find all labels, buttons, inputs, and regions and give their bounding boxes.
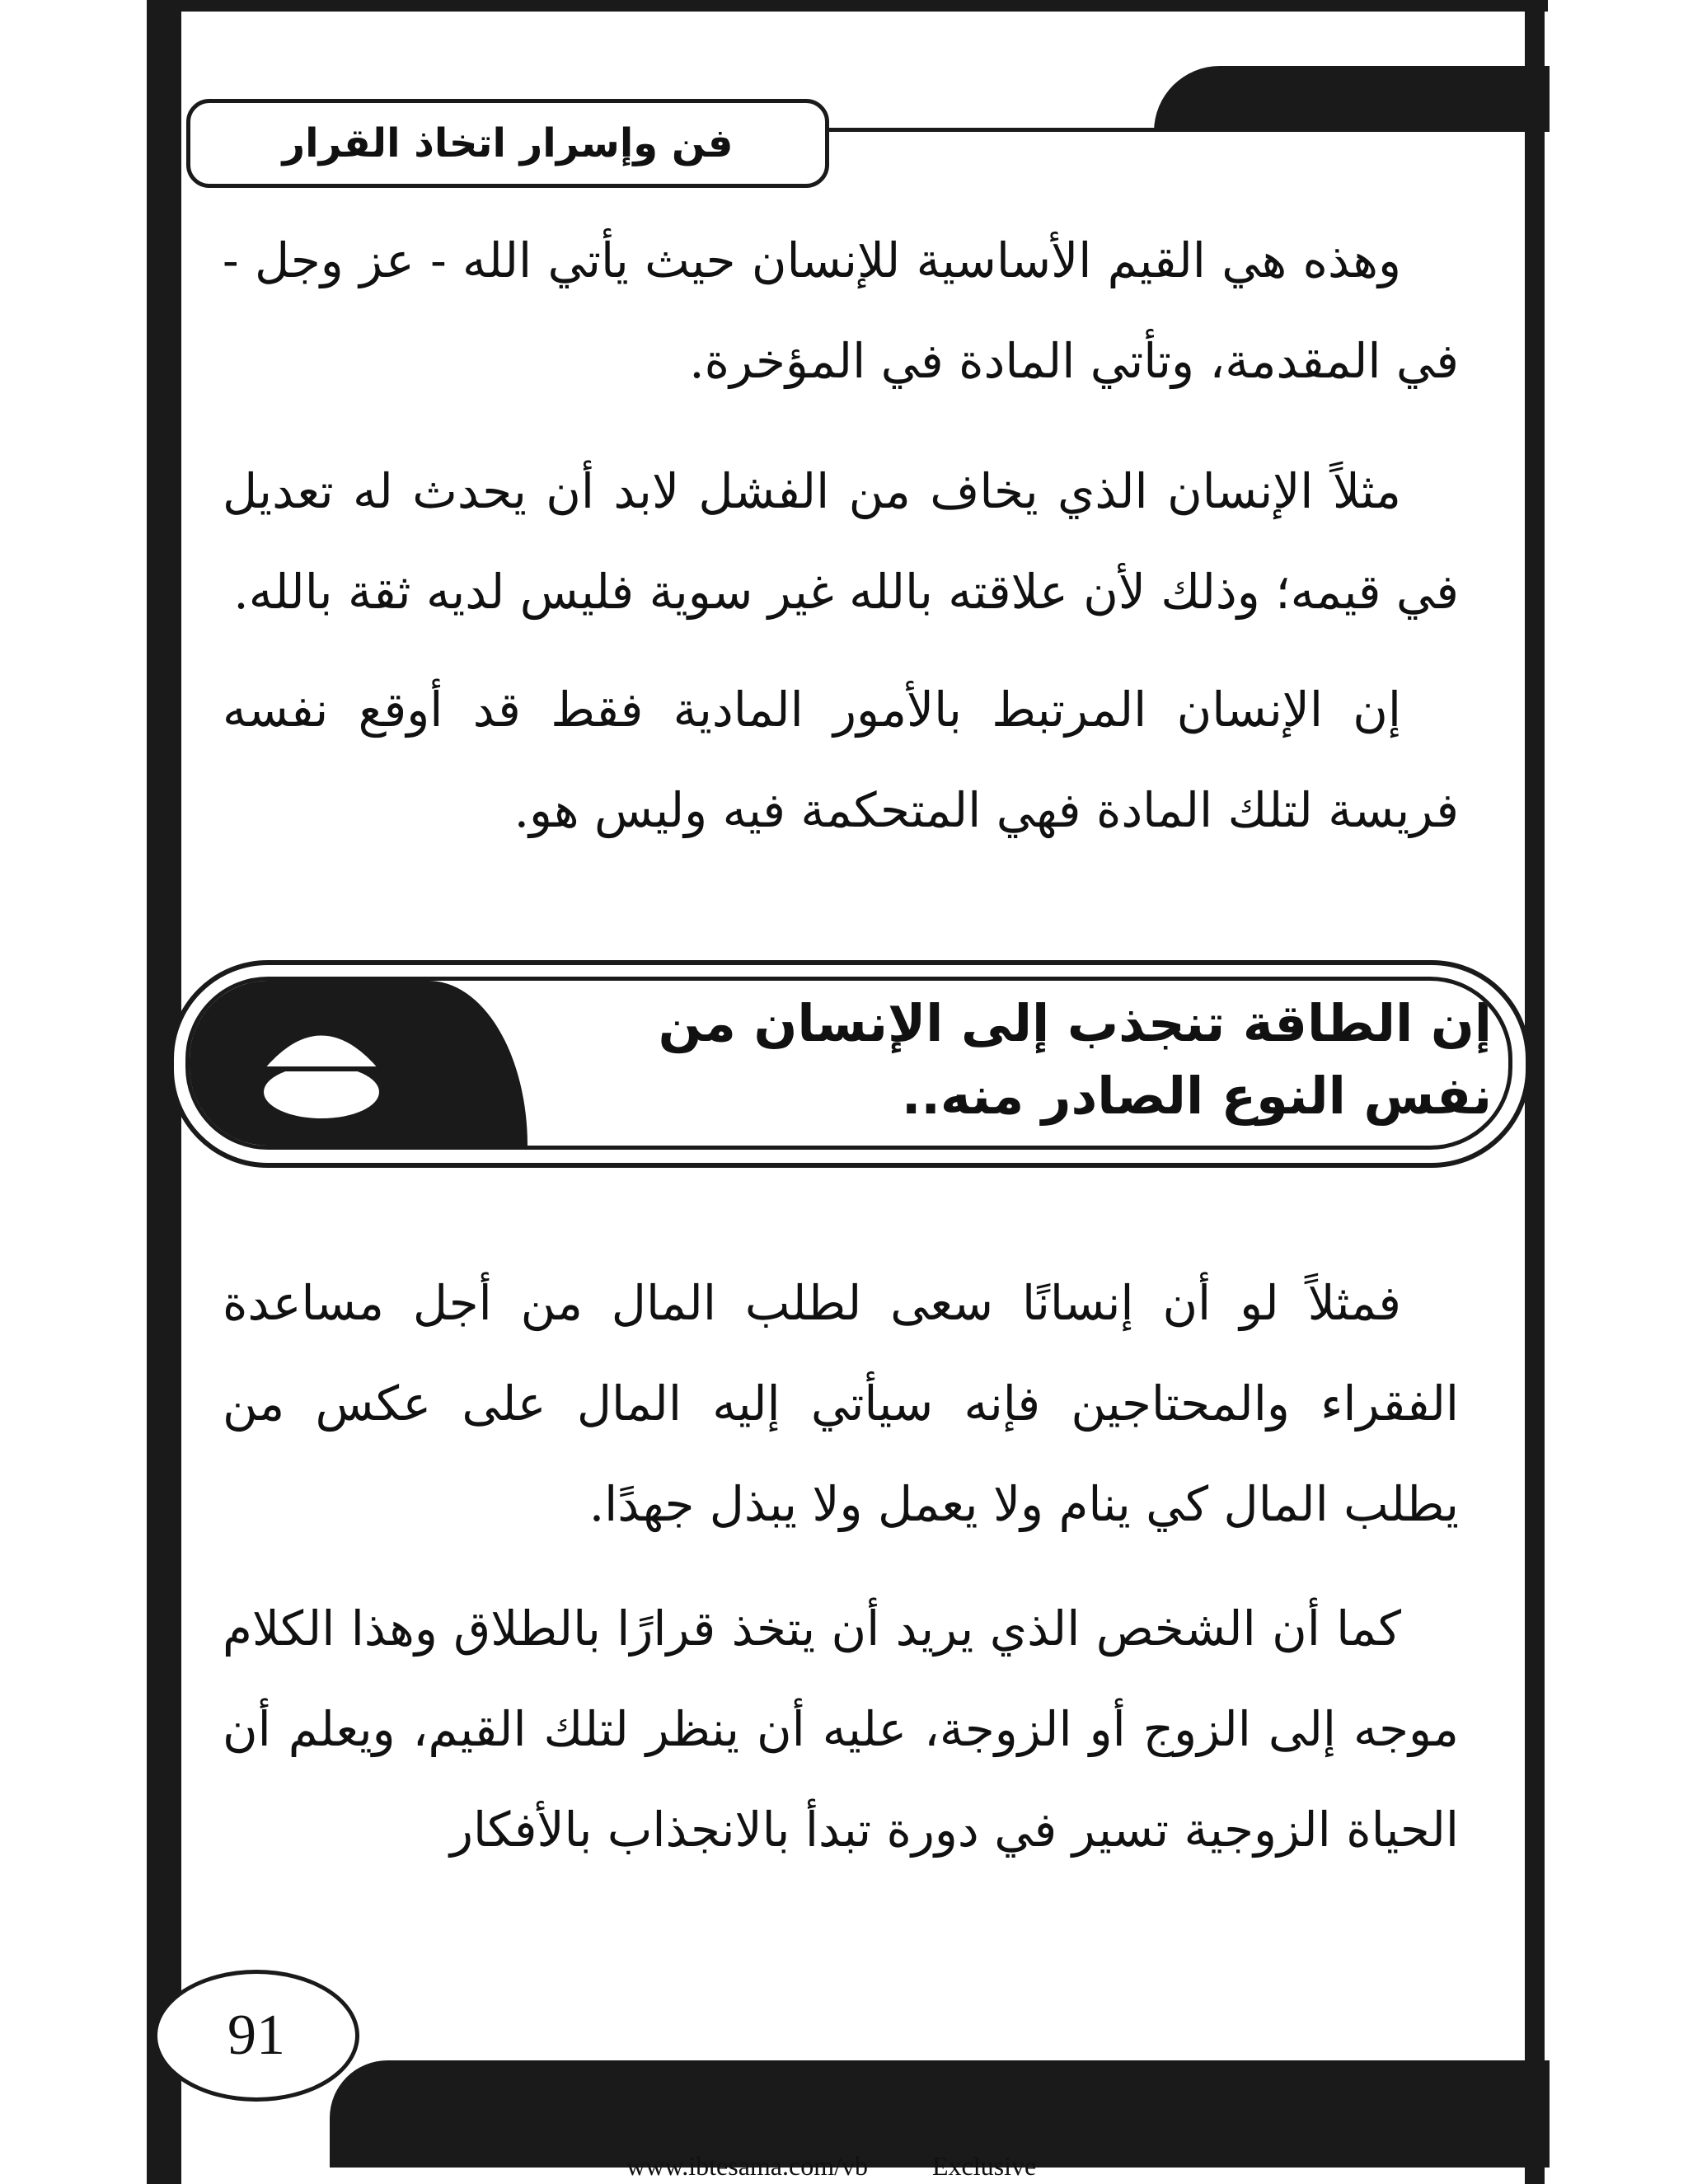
footer (626, 2151, 1094, 2182)
running-header (186, 99, 829, 188)
paragraph-3 (223, 659, 1459, 860)
header-rule (820, 128, 1529, 132)
footer-label: Exclusive (931, 2151, 1037, 2181)
paragraph-1 (223, 210, 1459, 411)
header-decoration (1154, 66, 1550, 132)
book-title: فن وإسرار اتخاذ القرار (282, 120, 734, 166)
paragraph-text: مثلاً الإنسان الذي يخاف من الفشل لابد أن يحدث له تعديل في قيمه؛ وذلك لأن علاقته بالله غير سوية فليس لديه ثقة بالله. (223, 463, 1459, 620)
pull-quote-box (169, 960, 1531, 1168)
paragraph-text: فمثلاً لو أن إنسانًا سعى لطلب المال من أجل مساعدة الفقراء والمحتاجين فإنه سيأتي إليه المال على عكس من يطلب المال كي ينام ولا يعمل ولا يبذل جهدًا. (223, 1275, 1459, 1532)
paragraph-text: إن الإنسان المرتبط بالأمور المادية فقط قد أوقع نفسه فريسة لتلك المادة فهي المتحكمة فيه وليس هو. (223, 682, 1459, 838)
paragraph-text: وهذه هي القيم الأساسية للإنسان حيث يأتي الله - عز وجل - في المقدمة، وتأتي المادة في المؤخرة. (223, 232, 1459, 389)
footer-url[interactable]: www.ibtesama.com/vb (626, 2151, 868, 2181)
paragraph-2 (223, 441, 1459, 642)
page-frame-top (147, 0, 1548, 12)
pull-quote-dark-panel (190, 981, 528, 1146)
paragraph-4 (223, 1253, 1459, 1554)
paragraph-5 (223, 1578, 1459, 1880)
bowl-icon (239, 1005, 404, 1121)
page-number: 91 (153, 1970, 359, 2102)
pull-quote-inner (185, 977, 1512, 1150)
pull-quote-text: إن الطاقة تنجذب إلى الإنسان من نفس النوع الصادر منه.. (658, 993, 1492, 1126)
paragraph-text: كما أن الشخص الذي يريد أن يتخذ قرارًا بالطلاق وهذا الكلام موجه إلى الزوج أو الزوجة، عليه أن ينظر لتلك القيم، ويعلم أن الحياة الزوجية تسير في دورة تبدأ بالانجذاب بالأفكار (223, 1601, 1459, 1858)
